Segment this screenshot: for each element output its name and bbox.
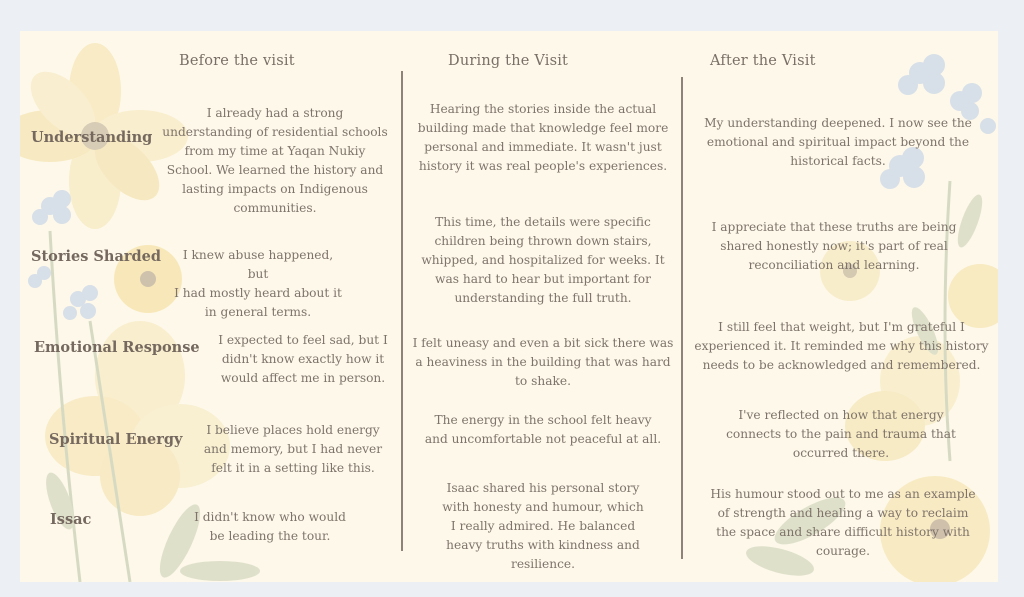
cell-issac-before: I didn't know who would be leading the tour.	[194, 510, 346, 543]
cell-stories-after: I appreciate that these truths are being shared honestly now; it's part of real reconciliation and learning.	[711, 220, 957, 272]
cell-emotional-after: I still feel that weight, but I'm grateful I experienced it. It reminded me why this history needs to be acknowledged and remembered.	[694, 320, 989, 372]
reflection-table-card	[20, 31, 998, 582]
cell-understanding-after: My understanding deepened. I now see the emotional and spiritual impact beyond the historical facts.	[704, 116, 972, 168]
row-label-stories-shared: Stories Sharded	[31, 248, 161, 265]
cell-spiritual-during: The energy in the school felt heavy and uncomfortable not peaceful at all.	[424, 413, 662, 446]
row-label-spiritual-energy: Spiritual Energy	[49, 431, 183, 448]
cell-emotional-before: I expected to feel sad, but I didn't know exactly how it would affect me in person.	[218, 333, 388, 385]
cell-understanding-during: Hearing the stories inside the actual building made that knowledge feel more personal and immediate. It wasn't just history it was real people's experiences.	[417, 102, 669, 173]
cell-spiritual-before: I believe places hold energy and memory, but I had never felt it in a setting like this.	[203, 423, 383, 475]
cell-stories-before: I knew abuse happened, but I had mostly heard about it in general terms.	[174, 248, 342, 319]
cell-issac-during: Isaac shared his personal story with honesty and humour, which I really admired. He balanced heavy truths with kindness and resilience.	[442, 481, 644, 571]
column-divider	[681, 77, 683, 559]
header-during: During the Visit	[448, 53, 569, 69]
cell-spiritual-after: I've reflected on how that energy connects to the pain and trauma that occurred there.	[726, 408, 956, 460]
cell-issac-after: His humour stood out to me as an example of strength and healing a way to reclaim the space and share difficult history with courage.	[710, 487, 976, 558]
row-label-understanding: Understanding	[31, 129, 153, 146]
row-label-emotional-response: Emotional Response	[34, 339, 200, 356]
cell-stories-during: This time, the details were specific children being thrown down stairs, whipped, and hospitalized for weeks. It was hard to hear but important for understanding the full truth.	[421, 215, 665, 305]
row-label-issac: Issac	[50, 511, 92, 528]
cell-understanding-before: I already had a strong understanding of residential schools from my time at Yaqan Nukiy School. We learned the history and lasting impacts on Indigenous communities.	[162, 106, 388, 215]
cell-emotional-during: I felt uneasy and even a bit sick there was a heaviness in the building that was hard to shake.	[412, 336, 674, 388]
header-before: Before the visit	[179, 53, 295, 69]
header-after: After the Visit	[710, 53, 816, 69]
column-divider	[401, 71, 403, 551]
